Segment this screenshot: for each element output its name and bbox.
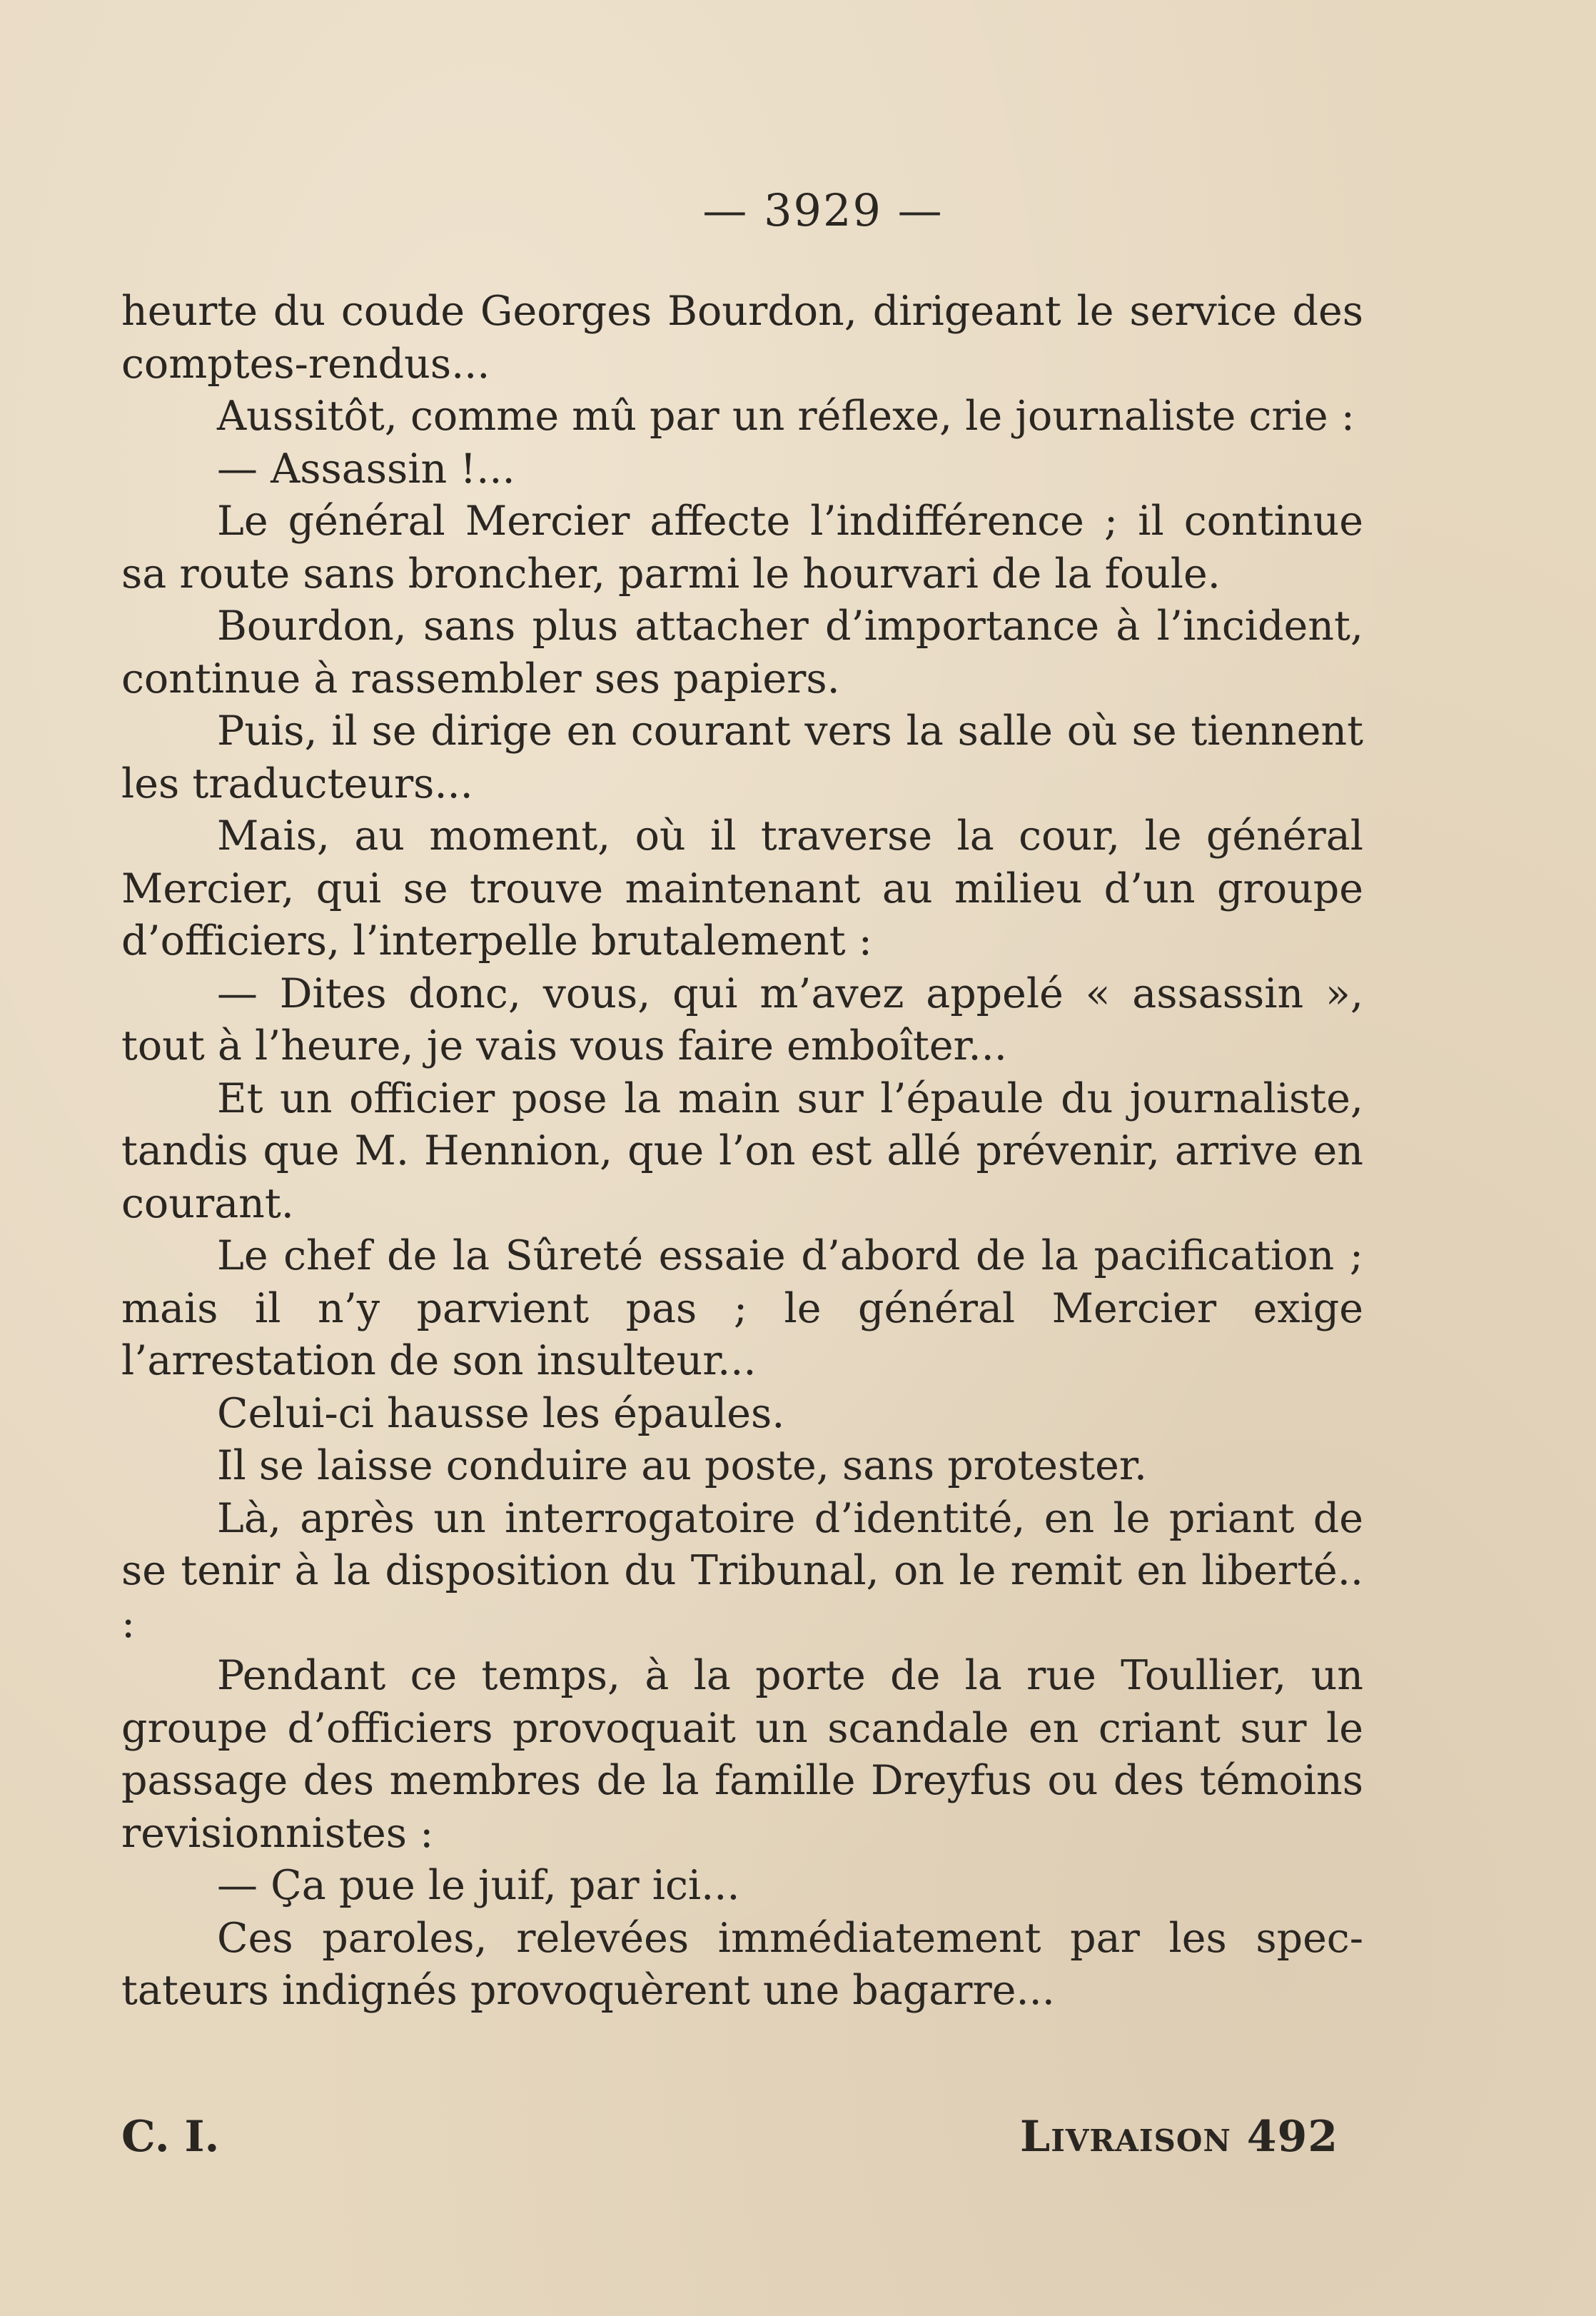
paragraph: Mais, au moment, où il traverse la cour, le général Mercier, qui se trouve maintenant au milieu d’un groupe d’officiers, l’interpelle brutalement :	[121, 812, 1363, 965]
paragraph: Le chef de la Sûreté essaie d’abord de la pacification ; mais il n’y parvient pas ; le général Mercier exige l’arrestation de son insulteur...	[121, 1232, 1363, 1384]
page-number: — 3929 —	[702, 184, 944, 236]
paragraph: — Assassin !...	[217, 445, 515, 493]
paragraph: Pendant ce temps, à la porte de la rue Toullier, un groupe d’officiers provoquait un scandale en criant sur le passage des membres de la famille Dreyfus ou des témoins revisionnistes :	[121, 1652, 1363, 1857]
paragraph: — Dites donc, vous, qui m’avez appelé « assassin », tout à l’heure, je vais vous faire emboîter...	[121, 970, 1363, 1069]
paragraph: Là, après un interrogatoire d’identité, en le priant de se tenir à la disposition du Tribunal, on le remit en liberté.. :	[121, 1494, 1363, 1647]
paragraph: Le général Mercier affecte l’indifférence ; il continue sa route sans broncher, parmi le hourvari de la foule.	[121, 498, 1363, 598]
paragraph: — Ça pue le juif, par ici...	[217, 1862, 740, 1909]
body-text	[121, 286, 1363, 2018]
paragraph: Et un officier pose la main sur l’épaule du journaliste, tandis que M. Hennion, que l’on est allé prévenir, arrive en courant.	[121, 1074, 1363, 1227]
paragraph: Il se laisse conduire au poste, sans protester.	[217, 1442, 1147, 1489]
paragraph: Bourdon, sans plus attacher d’importance à l’incident, continue à rassembler ses papiers.	[121, 603, 1363, 703]
paragraph: Aussitôt, comme mû par un réflexe, le journaliste crie :	[217, 393, 1355, 440]
footer-livraison: Livraison 492	[1020, 2112, 1338, 2162]
page-footer	[121, 2112, 1338, 2169]
paragraph: Celui-ci hausse les épaules.	[217, 1389, 785, 1437]
paragraph: heurte du coude Georges Bourdon, dirigeant le service des comptes-rendus...	[121, 288, 1363, 388]
footer-signature: C. I.	[121, 2112, 220, 2162]
paragraph: Ces paroles, relevées immédiatement par les spectateurs indignés provoquèrent une bagarre...	[121, 1914, 1363, 2014]
paragraph: Puis, il se dirige en courant vers la salle où se tiennent les traducteurs...	[121, 708, 1363, 807]
